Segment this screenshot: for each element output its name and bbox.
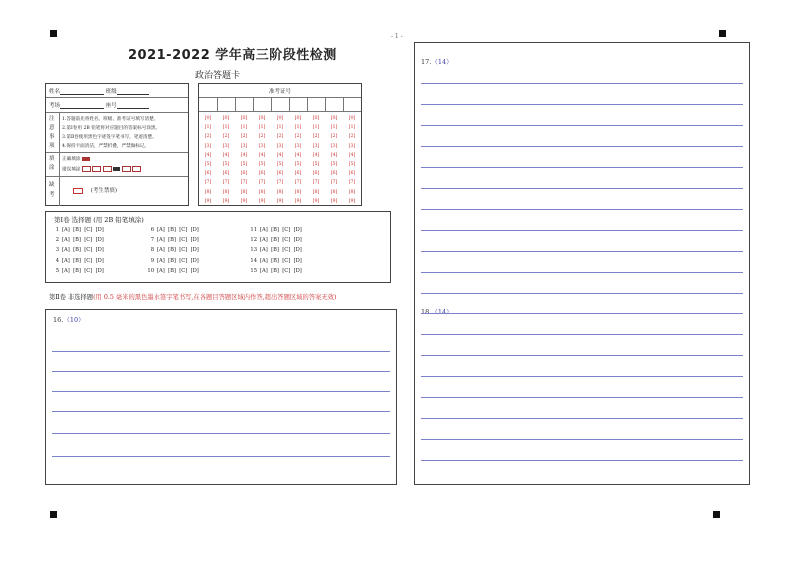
ticket-digit-bubble[interactable]: [4] <box>312 152 320 158</box>
ticket-digit-bubble[interactable]: [3] <box>204 143 212 149</box>
ticket-column-divider <box>217 97 218 111</box>
ticket-digit-bubble[interactable]: [6] <box>204 171 212 177</box>
answer-line <box>421 313 743 314</box>
ticket-digit-bubble[interactable]: [8] <box>330 189 338 195</box>
corner-marker-bottom-right <box>713 511 720 518</box>
answer-line <box>421 355 743 356</box>
mc-options[interactable]: [A] [B] [C] [D] <box>157 257 199 264</box>
ticket-digit-bubble[interactable]: [9] <box>258 198 266 204</box>
correct-fill-mark <box>82 157 90 161</box>
ticket-digit-bubble[interactable]: [6] <box>312 171 320 177</box>
ticket-digit-bubble[interactable]: [4] <box>276 152 284 158</box>
notice-items <box>62 115 160 151</box>
ticket-digit-bubble[interactable]: [2] <box>222 134 230 140</box>
correct-fill-label: 正确填涂 <box>62 157 81 162</box>
notice-char: 意 <box>49 125 55 131</box>
ticket-digit-bubble[interactable]: [1] <box>204 125 212 131</box>
fill-char: 涂 <box>49 165 55 171</box>
mc-options[interactable]: [A] [B] [C] [D] <box>157 227 199 233</box>
ticket-digit-bubble[interactable]: [9] <box>276 198 284 204</box>
wrong-fill-mark <box>82 166 91 172</box>
mc-question[interactable] <box>51 227 104 233</box>
wrong-fill-mark <box>113 167 120 171</box>
notice-char: 注 <box>49 116 55 122</box>
fill-side-label <box>49 155 55 173</box>
mc-options[interactable]: [A] [B] [C] [D] <box>157 247 199 254</box>
ticket-digit-bubble[interactable]: [0] <box>258 116 266 121</box>
ticket-digit-bubble[interactable]: [0] <box>294 116 302 121</box>
mc-options[interactable]: [A] [B] [C] [D] <box>157 237 199 244</box>
name-label: 姓名 <box>49 89 61 95</box>
question-points: （10） <box>63 316 85 324</box>
ticket-column-divider <box>289 97 290 111</box>
ticket-digit-bubble[interactable]: [6] <box>276 171 284 177</box>
room-field[interactable] <box>60 102 104 109</box>
wrong-fill-mark <box>92 166 101 172</box>
class-field[interactable] <box>117 88 149 95</box>
seat-label: 座号 <box>105 103 117 109</box>
row-divider <box>46 97 188 98</box>
ticket-digit-bubble[interactable]: [2] <box>276 134 284 140</box>
ticket-digit-bubble[interactable]: [8] <box>348 189 356 195</box>
ticket-digit-bubble[interactable]: [0] <box>330 116 338 121</box>
mc-question-number: 5 <box>55 267 59 274</box>
ticket-digit-bubble[interactable]: [5] <box>312 162 320 167</box>
ticket-number-box <box>198 83 362 206</box>
mc-question[interactable] <box>249 258 302 264</box>
mc-question[interactable] <box>146 258 199 264</box>
ticket-digit-bubble[interactable]: [4] <box>240 152 248 158</box>
ticket-column-divider <box>253 97 254 111</box>
ticket-digit-bubble[interactable]: [3] <box>348 143 356 149</box>
ticket-digit-bubble[interactable]: [6] <box>294 171 302 177</box>
ticket-digit-bubble[interactable]: [0] <box>276 116 284 121</box>
ticket-digit-bubble[interactable]: [3] <box>240 143 248 149</box>
ticket-digit-bubble[interactable]: [7] <box>204 180 212 186</box>
mc-question-number: 2 <box>55 237 59 244</box>
mc-question-number: 4 <box>55 257 59 264</box>
mc-question-number: 7 <box>150 237 154 244</box>
wrong-fill-label: 错误填涂 <box>62 167 81 173</box>
question-number: 16. <box>53 316 64 324</box>
ticket-digit-bubble[interactable]: [0] <box>204 116 212 121</box>
notice-item: 4.保持卡面清洁，严禁折叠，严禁做标记。 <box>62 144 150 149</box>
column-divider <box>59 112 60 206</box>
ticket-digit-bubble[interactable]: [1] <box>348 125 356 131</box>
answer-line <box>52 351 390 352</box>
mc-options[interactable]: [A] [B] [C] [D] <box>260 237 302 244</box>
ticket-digit-bubble[interactable]: [1] <box>240 125 248 131</box>
mc-question[interactable] <box>51 268 104 274</box>
mc-question-number: 9 <box>150 257 154 264</box>
ticket-digit-bubble[interactable]: [5] <box>258 162 266 167</box>
ticket-digit-bubble[interactable]: [5] <box>240 162 248 167</box>
ticket-digit-bubble[interactable]: [5] <box>330 162 338 167</box>
notice-item: 3.第Ⅱ卷使用黑色字迹签字笔书写，笔迹清楚。 <box>62 135 157 140</box>
ticket-digit-bubble[interactable]: [1] <box>294 125 302 131</box>
mc-question[interactable] <box>249 268 302 274</box>
ticket-digit-bubble[interactable]: [8] <box>222 189 230 195</box>
question-points: （14） <box>431 58 453 66</box>
answer-line <box>52 433 390 434</box>
ticket-digit-bubble[interactable]: [6] <box>222 171 230 177</box>
ticket-digit-bubble[interactable]: [1] <box>222 125 230 131</box>
ticket-column-divider <box>325 97 326 111</box>
ticket-digit-bubble[interactable]: [4] <box>330 152 338 158</box>
answer-line <box>421 397 743 398</box>
ticket-grid <box>199 84 361 205</box>
ticket-digit-bubble[interactable]: [8] <box>258 189 266 195</box>
ticket-digit-bubble[interactable]: [9] <box>312 198 320 204</box>
mc-question-number: 14 <box>250 257 257 264</box>
mc-question[interactable] <box>146 247 199 253</box>
question-number: 18. <box>421 308 432 316</box>
ticket-digit-bubble[interactable]: [3] <box>312 143 320 149</box>
answer-line <box>52 391 390 392</box>
ticket-digit-bubble[interactable]: [1] <box>258 125 266 131</box>
mc-options[interactable]: [A] [B] [C] [D] <box>62 247 104 254</box>
answer-line <box>421 460 743 461</box>
ticket-column-divider <box>271 97 272 111</box>
ticket-header: 准考证号 <box>268 89 291 95</box>
mc-question-number: 3 <box>55 247 59 254</box>
ticket-digit-bubble[interactable]: [9] <box>348 198 356 204</box>
answer-line <box>421 209 743 210</box>
seat-field[interactable] <box>117 102 149 109</box>
mc-area <box>46 212 390 282</box>
ticket-digit-bubble[interactable]: [2] <box>240 134 248 140</box>
ticket-digit-bubble[interactable]: [8] <box>240 189 248 195</box>
row-divider <box>46 152 188 153</box>
answer-line <box>421 272 743 273</box>
ticket-digit-bubble[interactable]: [3] <box>330 143 338 149</box>
ticket-digit-bubble[interactable]: [4] <box>348 152 356 158</box>
ticket-digit-bubble[interactable]: [4] <box>294 152 302 158</box>
page-subtitle: 政治答题卡 <box>195 71 241 81</box>
page-title: 2021-2022 学年高三阶段性检测 <box>128 48 337 63</box>
answer-line <box>421 251 743 252</box>
mc-question[interactable] <box>249 227 302 233</box>
mc-question[interactable] <box>51 258 104 264</box>
ticket-digit-bubble[interactable]: [6] <box>330 171 338 177</box>
answer-line <box>421 167 743 168</box>
room-label: 考场 <box>49 103 61 109</box>
class-label: 班级 <box>105 89 117 95</box>
section2-title: 第Ⅱ卷 非选择题 <box>49 294 94 301</box>
answer-line <box>52 371 390 372</box>
ticket-digit-bubble[interactable]: [1] <box>276 125 284 131</box>
ticket-digit-bubble[interactable]: [9] <box>240 198 248 204</box>
notice-item: 2.第Ⅰ卷用 2B 铅笔将对应题目的答案标号涂黑。 <box>62 126 161 131</box>
mc-question[interactable] <box>146 268 199 274</box>
ticket-digit-bubble[interactable]: [9] <box>222 198 230 204</box>
ticket-digit-bubble[interactable]: [6] <box>240 171 248 177</box>
ticket-digit-bubble[interactable]: [5] <box>222 162 230 167</box>
room-row <box>49 101 149 109</box>
wrong-fill-mark <box>132 166 141 172</box>
question-18-label <box>421 307 453 316</box>
mc-question-number: 11 <box>250 227 257 233</box>
ticket-column-divider <box>343 97 344 111</box>
section2-instruction: (用 0.5 毫米的黑色墨水签字笔书写,在各题目答题区域内作答,超出答题区域的答案无效) <box>93 294 337 301</box>
answer-line <box>421 334 743 335</box>
ticket-digit-bubble[interactable]: [2] <box>204 134 212 140</box>
ticket-digit-bubble[interactable]: [0] <box>348 116 356 121</box>
fill-char: 填 <box>49 156 55 162</box>
ticket-column-divider <box>235 97 236 111</box>
ticket-digit-bubble[interactable]: [9] <box>330 198 338 204</box>
ticket-digit-bubble[interactable]: [3] <box>294 143 302 149</box>
row-divider <box>46 112 188 113</box>
ticket-digit-bubble[interactable]: [4] <box>222 152 230 158</box>
notice-side-label <box>49 115 55 151</box>
answer-line <box>421 293 743 294</box>
ticket-digit-bubble[interactable]: [9] <box>204 198 212 204</box>
answer-line <box>52 456 390 457</box>
ticket-digit-bubble[interactable]: [7] <box>276 180 284 186</box>
ticket-digit-bubble[interactable]: [6] <box>348 171 356 177</box>
mc-options[interactable]: [A] [B] [C] [D] <box>260 247 302 254</box>
mc-question-number: 13 <box>250 247 257 254</box>
name-field[interactable] <box>60 88 104 95</box>
absent-char: 考 <box>49 192 55 198</box>
mc-question[interactable] <box>249 247 302 253</box>
mc-question[interactable] <box>51 237 104 243</box>
ticket-digit-bubble[interactable]: [1] <box>312 125 320 131</box>
ticket-digit-bubble[interactable]: [7] <box>330 180 338 186</box>
ticket-digit-bubble[interactable]: [8] <box>294 189 302 195</box>
mc-question-number: 8 <box>150 247 154 254</box>
answer-line <box>421 230 743 231</box>
answer-line <box>421 376 743 377</box>
mc-options[interactable]: [A] [B] [C] [D] <box>260 267 302 274</box>
ticket-digit-bubble[interactable]: [7] <box>240 180 248 186</box>
answer-box-17-18[interactable] <box>414 42 750 485</box>
mc-options[interactable]: [A] [B] [C] [D] <box>62 227 104 233</box>
absent-checkbox[interactable] <box>73 188 83 194</box>
answer-line <box>421 104 743 105</box>
correct-fill-row <box>62 156 90 162</box>
ticket-digit-bubble[interactable]: [5] <box>294 162 302 167</box>
ticket-digit-bubble[interactable]: [7] <box>258 180 266 186</box>
answer-line <box>421 125 743 126</box>
ticket-digit-bubble[interactable]: [0] <box>240 116 248 121</box>
mc-options[interactable]: [A] [B] [C] [D] <box>62 257 104 264</box>
ticket-digit-bubble[interactable]: [0] <box>222 116 230 121</box>
answer-line <box>421 439 743 440</box>
corner-marker-top-right <box>719 30 726 37</box>
mc-options[interactable]: [A] [B] [C] [D] <box>260 227 302 233</box>
ticket-digit-bubble[interactable]: [1] <box>330 125 338 131</box>
notice-item: 1.答题前先将姓名、班级、准考证号填写清楚。 <box>62 117 159 122</box>
mc-options[interactable]: [A] [B] [C] [D] <box>260 257 302 264</box>
question-16-label <box>53 315 85 324</box>
student-info-box <box>45 83 189 206</box>
mc-question[interactable] <box>249 237 302 243</box>
mc-question-number: 15 <box>250 267 257 274</box>
answer-line <box>421 418 743 419</box>
absent-row <box>73 186 117 194</box>
absent-side-label <box>49 180 55 200</box>
name-row <box>49 87 149 95</box>
mc-question[interactable] <box>146 237 199 243</box>
answer-line <box>421 146 743 147</box>
ticket-digit-bubble[interactable]: [7] <box>222 180 230 186</box>
mc-question[interactable] <box>51 247 104 253</box>
ticket-digit-bubble[interactable]: [5] <box>276 162 284 167</box>
mc-question-number: 10 <box>147 267 154 274</box>
ticket-digit-bubble[interactable]: [4] <box>204 152 212 158</box>
ticket-digit-bubble[interactable]: [6] <box>258 171 266 177</box>
ticket-digit-bubble[interactable]: [7] <box>312 180 320 186</box>
mc-question-number: 12 <box>250 237 257 244</box>
wrong-fill-mark <box>122 166 131 172</box>
ticket-digit-bubble[interactable]: [8] <box>312 189 320 195</box>
ticket-digit-bubble[interactable]: [2] <box>258 134 266 140</box>
ticket-column-divider <box>307 97 308 111</box>
ticket-digit-bubble[interactable]: [7] <box>294 180 302 186</box>
section2-heading <box>49 292 336 301</box>
ticket-digit-bubble[interactable]: [4] <box>258 152 266 158</box>
section1-title: 第Ⅰ卷 选择题 (用 2B 铅笔填涂) <box>54 216 144 224</box>
answer-line <box>52 411 390 412</box>
question-number: 17. <box>421 58 432 66</box>
question-points: （14） <box>431 308 453 316</box>
mc-options[interactable]: [A] [B] [C] [D] <box>62 237 104 244</box>
section1-box <box>45 211 391 283</box>
ticket-digit-bubble[interactable]: [2] <box>312 134 320 140</box>
ticket-digit-bubble[interactable]: [8] <box>276 189 284 195</box>
ticket-digit-bubble[interactable]: [5] <box>348 162 356 167</box>
corner-marker-top-left <box>50 30 57 37</box>
absent-note: (考生禁填) <box>90 188 118 194</box>
corner-marker-bottom-left <box>50 511 57 518</box>
mc-question[interactable] <box>146 227 199 233</box>
ticket-digit-bubble[interactable]: [0] <box>312 116 320 121</box>
ticket-digit-bubble[interactable]: [7] <box>348 180 356 186</box>
notice-char: 事 <box>49 134 55 140</box>
ticket-digit-bubble[interactable]: [2] <box>294 134 302 140</box>
ticket-digit-bubble[interactable]: [3] <box>276 143 284 149</box>
wrong-fill-row <box>62 166 141 173</box>
answer-line <box>421 188 743 189</box>
row-divider <box>46 176 188 177</box>
notice-char: 项 <box>49 143 55 149</box>
mc-question-number: 6 <box>150 227 154 233</box>
answer-line <box>421 83 743 84</box>
mc-options[interactable]: [A] [B] [C] [D] <box>157 267 199 274</box>
ticket-digit-bubble[interactable]: [3] <box>258 143 266 149</box>
absent-char: 缺 <box>49 182 55 188</box>
page-number: - 1 - <box>391 33 403 40</box>
ticket-digit-bubble[interactable]: [5] <box>204 162 212 167</box>
answer-box-16[interactable] <box>45 309 397 485</box>
mc-options[interactable]: [A] [B] [C] [D] <box>62 267 104 274</box>
ticket-digit-bubble[interactable]: [3] <box>222 143 230 149</box>
ticket-digit-bubble[interactable]: [8] <box>204 189 212 195</box>
ticket-digit-bubble[interactable]: [2] <box>348 134 356 140</box>
question-17-label <box>421 57 453 66</box>
ticket-digit-bubble[interactable]: [2] <box>330 134 338 140</box>
ticket-digit-bubble[interactable]: [9] <box>294 198 302 204</box>
mc-question-number: 1 <box>55 227 59 233</box>
wrong-fill-mark <box>103 166 112 172</box>
